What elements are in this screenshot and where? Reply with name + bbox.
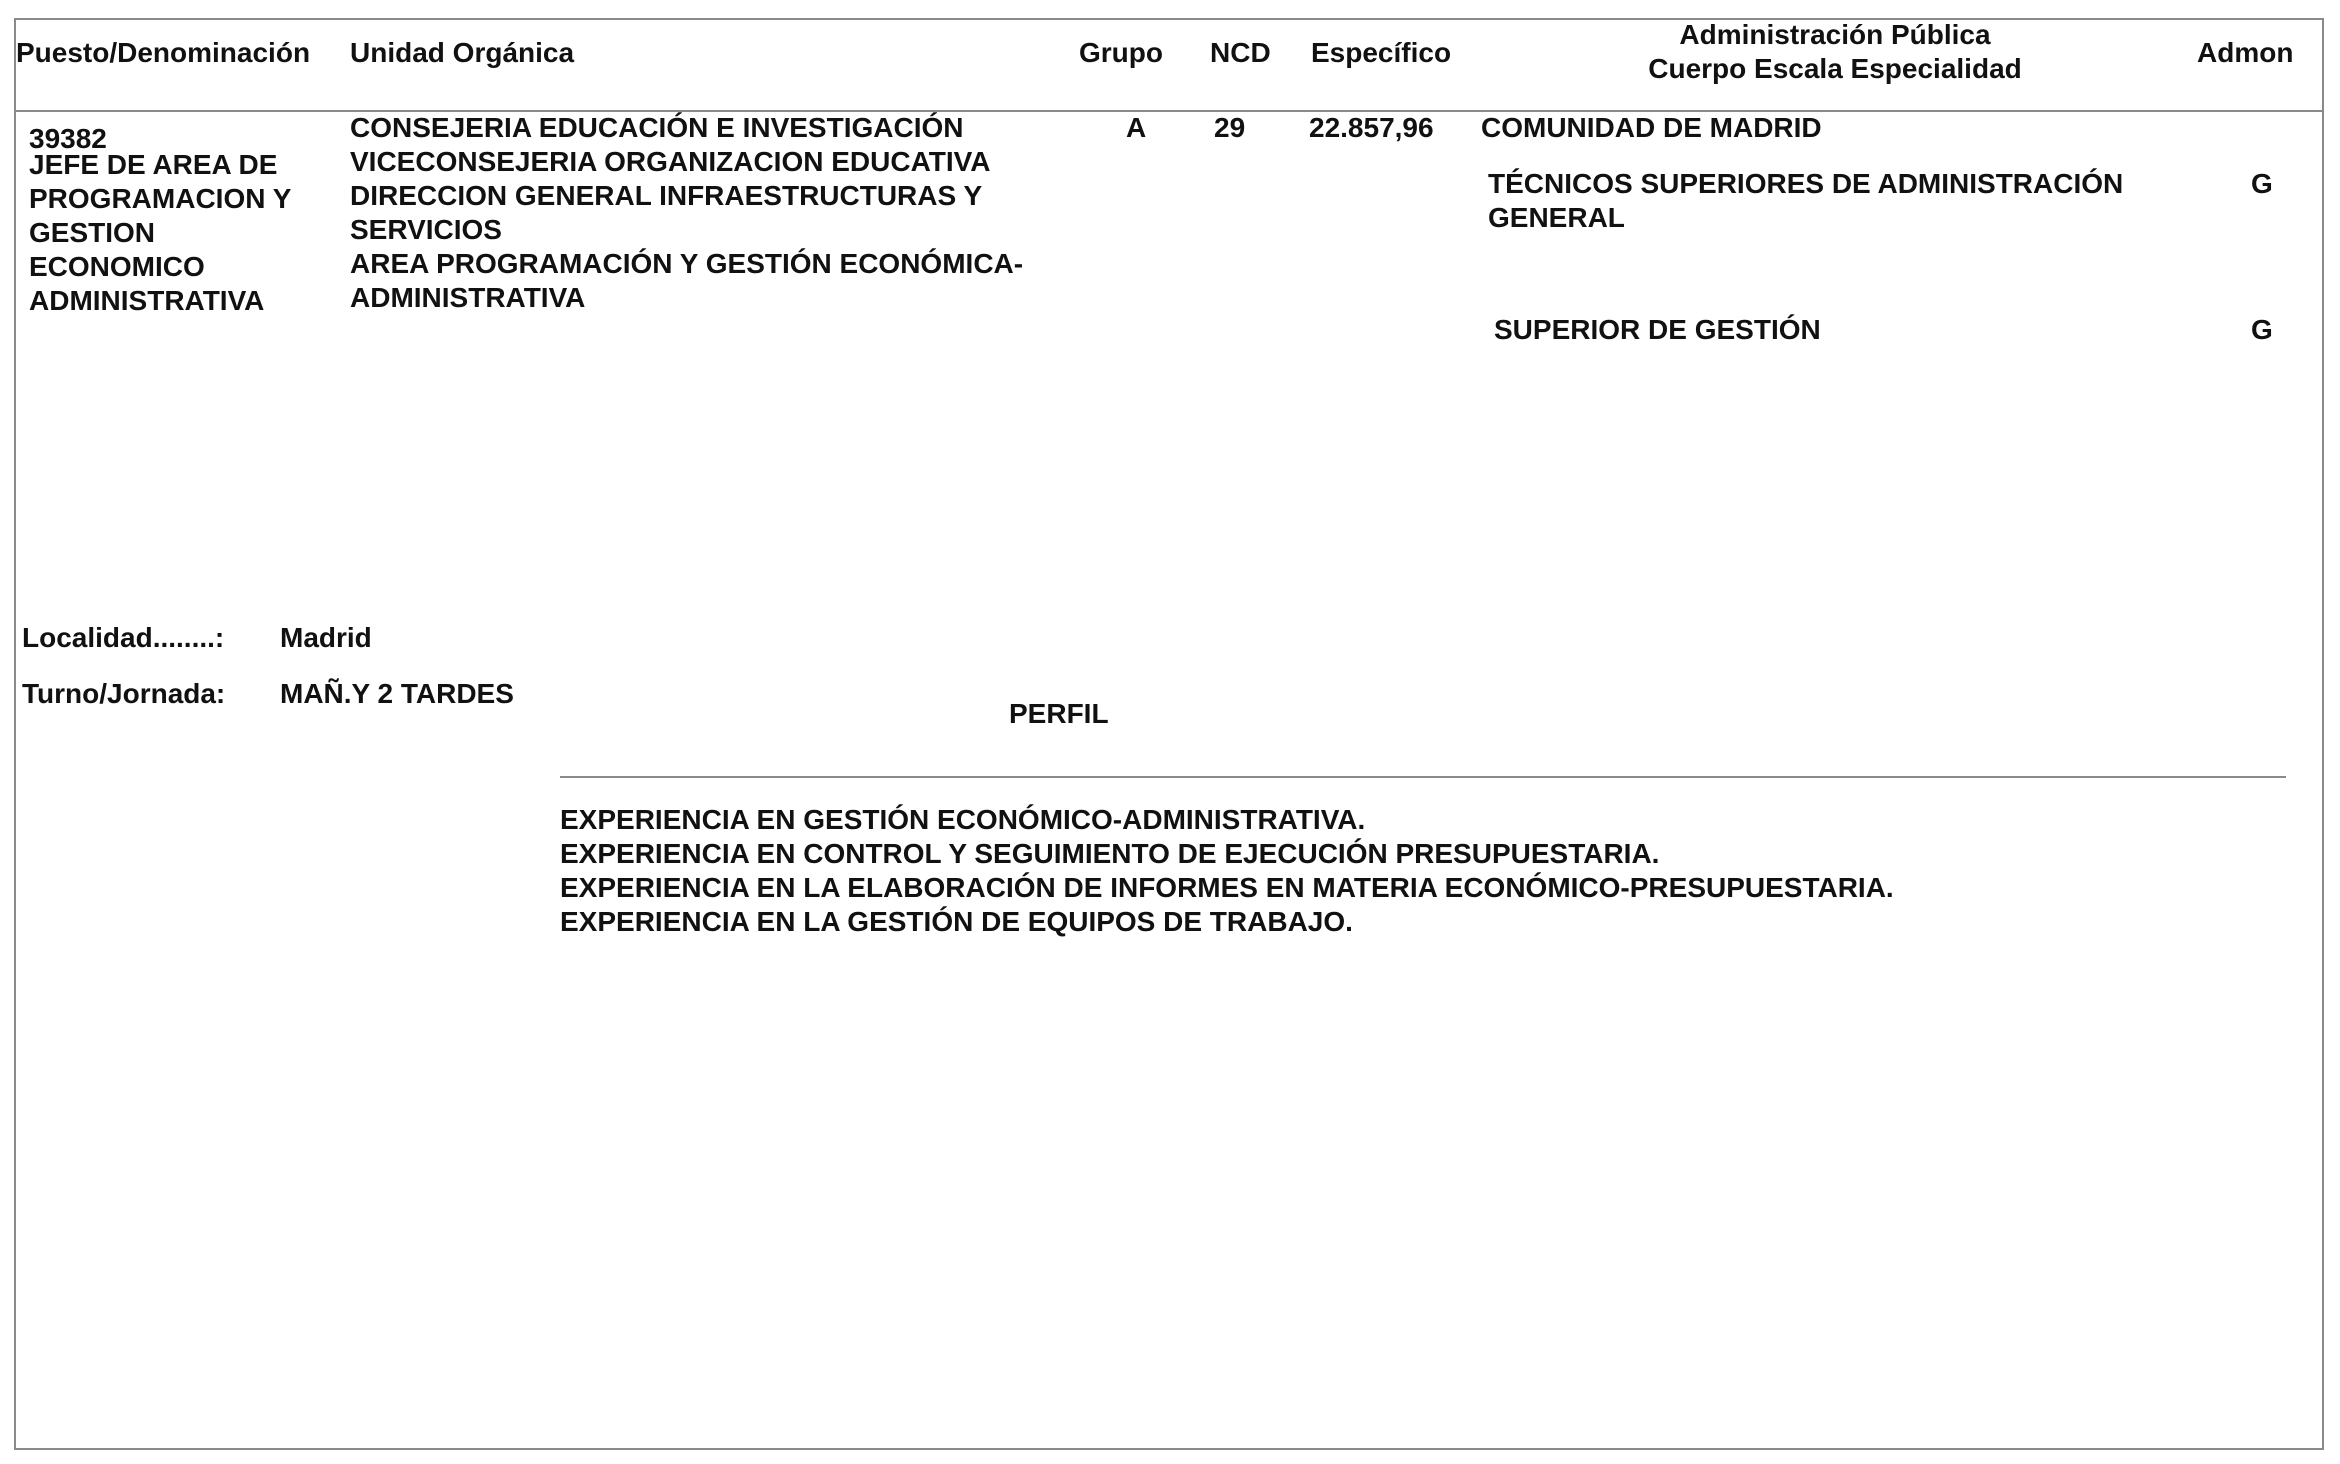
record-administracion: COMUNIDAD DE MADRID [1481,112,1822,143]
header-grupo: Grupo [1079,37,1163,68]
unidad-line: SERVICIOS [350,214,502,245]
perfil-line: EXPERIENCIA EN GESTIÓN ECONÓMICO-ADMINISTRATIVA. [560,804,1366,835]
header-ncd: NCD [1210,37,1271,68]
header-admon: Admon [2197,37,2294,68]
header-admin-publica-line1: Administración Pública [1679,19,1991,50]
denominacion-line: ECONOMICO [29,251,205,282]
record-unidad-organica [350,111,1023,315]
denominacion-line: JEFE DE AREA DE [29,149,278,180]
turno-label: Turno/Jornada: [22,678,226,709]
record-cuerpo [1488,167,2123,235]
perfil-lines [560,803,1894,939]
localidad-label: Localidad........: [22,622,225,653]
perfil-line: EXPERIENCIA EN LA ELABORACIÓN DE INFORMES EN MATERIA ECONÓMICO-PRESUPUESTARIA. [560,872,1894,903]
record-codigo: 39382 [29,123,107,154]
cuerpo-line: GENERAL [1488,202,1625,233]
header-puesto: Puesto/Denominación [16,37,311,68]
localidad-value: Madrid [280,622,372,653]
perfil-line: EXPERIENCIA EN CONTROL Y SEGUIMIENTO DE EJECUCIÓN PRESUPUESTARIA. [560,838,1660,869]
turno-value: MAÑ.Y 2 TARDES [280,678,514,709]
unidad-line: AREA PROGRAMACIÓN Y GESTIÓN ECONÓMICA- [350,248,1024,279]
perfil-line: EXPERIENCIA EN LA GESTIÓN DE EQUIPOS DE TRABAJO. [560,906,1353,937]
header-especifico: Específico [1311,37,1452,68]
unidad-line: CONSEJERIA EDUCACIÓN E INVESTIGACIÓN [350,112,964,143]
record-ncd: 29 [1214,112,1246,143]
record-cuerpo-admon: G [2251,168,2273,199]
denominacion-line: GESTION [29,217,156,248]
record-grupo: A [1126,112,1147,143]
denominacion-line: ADMINISTRATIVA [29,285,265,316]
header-admin-publica [1560,18,2110,86]
record-especifico: 22.857,96 [1309,112,1434,143]
perfil-divider [560,776,2286,778]
record-denominacion [29,148,291,318]
record-escala-admon: G [2251,314,2273,345]
unidad-line: ADMINISTRATIVA [350,282,586,313]
cuerpo-line: TÉCNICOS SUPERIORES DE ADMINISTRACIÓN [1488,168,2124,199]
denominacion-line: PROGRAMACION Y [29,183,292,214]
header-admin-publica-line2: Cuerpo Escala Especialidad [1648,53,2022,84]
unidad-line: DIRECCION GENERAL INFRAESTRUCTURAS Y [350,180,983,211]
unidad-line: VICECONSEJERIA ORGANIZACION EDUCATIVA [350,146,991,177]
header-unidad: Unidad Orgánica [350,37,575,68]
record-escala: SUPERIOR DE GESTIÓN [1494,314,1821,345]
perfil-title: PERFIL [1009,698,1109,729]
